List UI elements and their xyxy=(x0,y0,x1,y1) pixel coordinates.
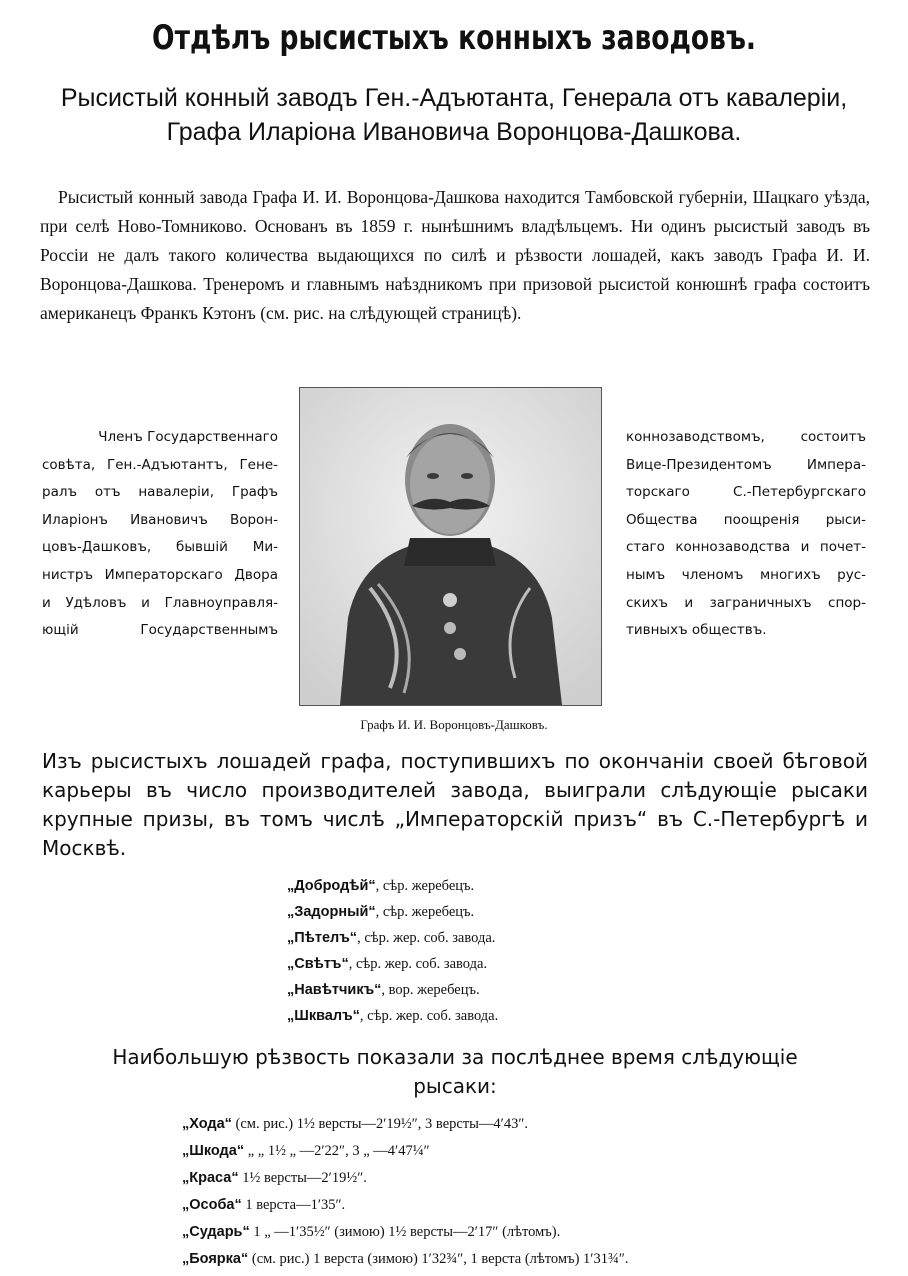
list-item: „Добродѣй“, сѣр. жеребецъ. xyxy=(287,878,475,894)
records-heading-line-2: рысаки: xyxy=(413,1074,497,1098)
right-line: Общества поощренія рыси- xyxy=(626,511,866,528)
section-records-heading xyxy=(42,1043,868,1101)
right-line: торскаго С.-Петербургскаго xyxy=(626,484,866,501)
section-prize-winners: Изъ рысистыхъ лошадей графа, поступившихъ по окончаніи своей бѣговой карьеры въ число производителей завода, выиграли слѣдующіе рысаки крупные призы, въ томъ числѣ „Императорскій призъ“ въ С.-Петербургѣ и Москвѣ. xyxy=(42,749,868,860)
portrait-photo xyxy=(299,387,602,706)
list-item: „Навѣтчикъ“, вор. жеребецъ. xyxy=(287,982,480,998)
left-line: Членъ Государственнаго xyxy=(98,429,278,445)
intro-paragraph: Рысистый конный завода Графа И. И. Воронцова-Дашкова находится Тамбовской губерніи, Шацкаго уѣзда, при селѣ Ново-Томниково. Основанъ въ 1859 г. нынѣшнимъ владѣльцемъ. Ни одинъ рысистый заводъ въ Россіи не далъ такого количества выдающихся по силѣ и рѣзвости лошадей, какъ заводъ Графа И. И. Воронцова-Дашкова. Тренеромъ и главнымъ наѣздникомъ при призовой рысистой конюшнѣ графа состоитъ американецъ Франкъ Кэтонъ (см. рис. на слѣдующей страницѣ). xyxy=(40,187,870,323)
subtitle-line-1: Рысистый конный заводъ Ген.-Адъютанта, Генерала отъ кавалеріи, xyxy=(60,84,848,112)
left-line: совѣта, Ген.-Адъютантъ, Гене- xyxy=(42,456,278,473)
right-biography xyxy=(626,424,866,645)
portrait-illustration xyxy=(300,388,601,705)
subtitle-line-2: Графа Иларіона Ивановича Воронцова-Дашкова. xyxy=(166,118,742,146)
right-line: коннозаводствомъ, состоитъ xyxy=(626,429,866,445)
right-line: нымъ членомъ многихъ рус- xyxy=(626,566,866,583)
left-line: ралъ отъ навалеріи, Графъ xyxy=(42,484,278,501)
list-item: „Задорный“, сѣр. жеребецъ. xyxy=(287,904,475,920)
right-line: Вице-Президентомъ Импера- xyxy=(626,456,866,473)
list-item: „Особа“ 1 верста—1′35″. xyxy=(182,1197,346,1213)
records-list xyxy=(182,1111,629,1273)
right-line: тивныхъ обществъ. xyxy=(626,622,767,639)
horse-list xyxy=(287,873,498,1029)
list-item: „Шкода“ „ „ 1½ „ —2′22″, 3 „ —4′47¼″ xyxy=(182,1143,430,1159)
left-line: и Удѣловъ и Главноуправля- xyxy=(42,594,278,611)
portrait-caption: Графъ И. И. Воронцовъ-Дашковъ. xyxy=(360,717,548,732)
list-item: „Боярка“ (см. рис.) 1 верста (зимою) 1′32¾″, 1 верста (лѣтомъ) 1′31¾″. xyxy=(182,1251,629,1267)
left-line: ющій Государственнымъ xyxy=(42,622,278,639)
right-line: скихъ и заграничныхъ спор- xyxy=(626,594,866,611)
list-item: „Шквалъ“, сѣр. жер. соб. завода. xyxy=(287,1008,499,1024)
list-item: „Свѣтъ“, сѣр. жер. соб. завода. xyxy=(287,956,488,972)
right-line: стаго коннозаводства и почет- xyxy=(626,539,866,556)
list-item: „Сударь“ 1 „ —1′35½″ (зимою) 1½ версты—2′17″ (лѣтомъ). xyxy=(182,1224,561,1240)
list-item: „Хода“ (см. рис.) 1½ версты—2′19½″, 3 версты—4′43″. xyxy=(182,1116,528,1132)
left-line: цовъ-Дашковъ, бывшій Ми- xyxy=(42,539,278,556)
list-item: „Краса“ 1½ версты—2′19½″. xyxy=(182,1170,367,1186)
left-line: нистръ Императорскаго Двора xyxy=(42,566,278,583)
page-title: Отдѣлъ рысистыхъ конныхъ заводовъ. xyxy=(152,18,756,58)
left-biography xyxy=(42,424,278,645)
list-item: „Пѣтелъ“, сѣр. жер. соб. завода. xyxy=(287,930,496,946)
records-heading-line-1: Наибольшую рѣзвость показали за послѣднее время слѣдующіе xyxy=(112,1045,798,1069)
left-line: Иларіонъ Ивановичъ Ворон- xyxy=(42,511,278,528)
